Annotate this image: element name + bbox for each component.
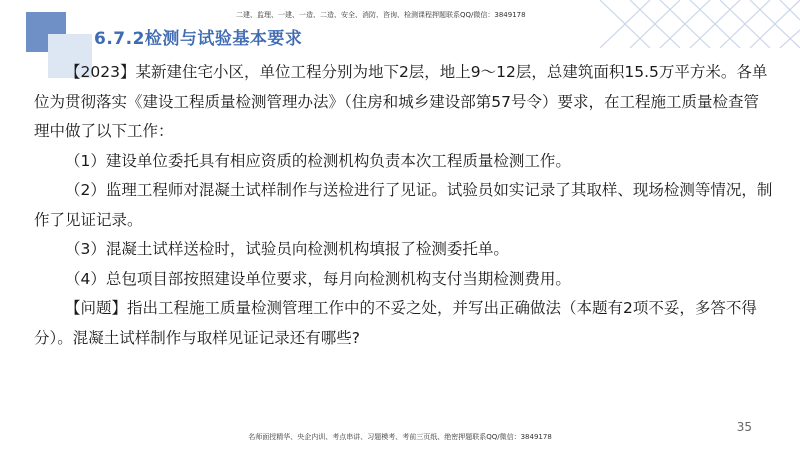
slide-title: 6.7.2检测与试验基本要求 <box>94 29 303 49</box>
case-intro-paragraph: 【2023】某新建住宅小区，单位工程分别为地下2层，地上9～12层，总建筑面积15.5万平方米。各单位为贯彻落实《建设工程质量检测管理办法》（住房和城乡建设部第57号令）要求，在工程施工质量检查管理中做了以下工作： <box>34 63 768 140</box>
header-decoration-lines <box>580 0 800 48</box>
header-contact-note: 二建、监理、一建、一造、二造、安全、消防、咨询、检测课程押题联系QQ/微信：3849178 <box>236 11 526 19</box>
work-item-4: （4）总包项目部按照建设单位要求，每月向检测机构支付当期检测费用。 <box>65 269 571 288</box>
work-item-2: （2）监理工程师对混凝土试样制作与送检进行了见证。试验员如实记录了其取样、现场检测等情况，制作了见证记录。 <box>34 181 773 229</box>
footer-contact-note: 名师面授精华、央企内训、考点串讲、习题模考、考前三页纸、绝密押题联系QQ/微信：3849178 <box>248 433 552 441</box>
work-item-3: （3）混凝土试样送检时，试验员向检测机构填报了检测委托单。 <box>65 240 509 258</box>
question-paragraph: 【问题】指出工程施工质量检测管理工作中的不妥之处，并写出正确做法（本题有2项不妥，多答不得分）。混凝土试样制作与取样见证记录还有哪些? <box>34 299 757 347</box>
work-item-1: （1）建设单位委托具有相应资质的检测机构负责本次工程质量检测工作。 <box>65 151 571 170</box>
slide-content <box>34 58 774 353</box>
page-number: 35 <box>736 420 752 434</box>
